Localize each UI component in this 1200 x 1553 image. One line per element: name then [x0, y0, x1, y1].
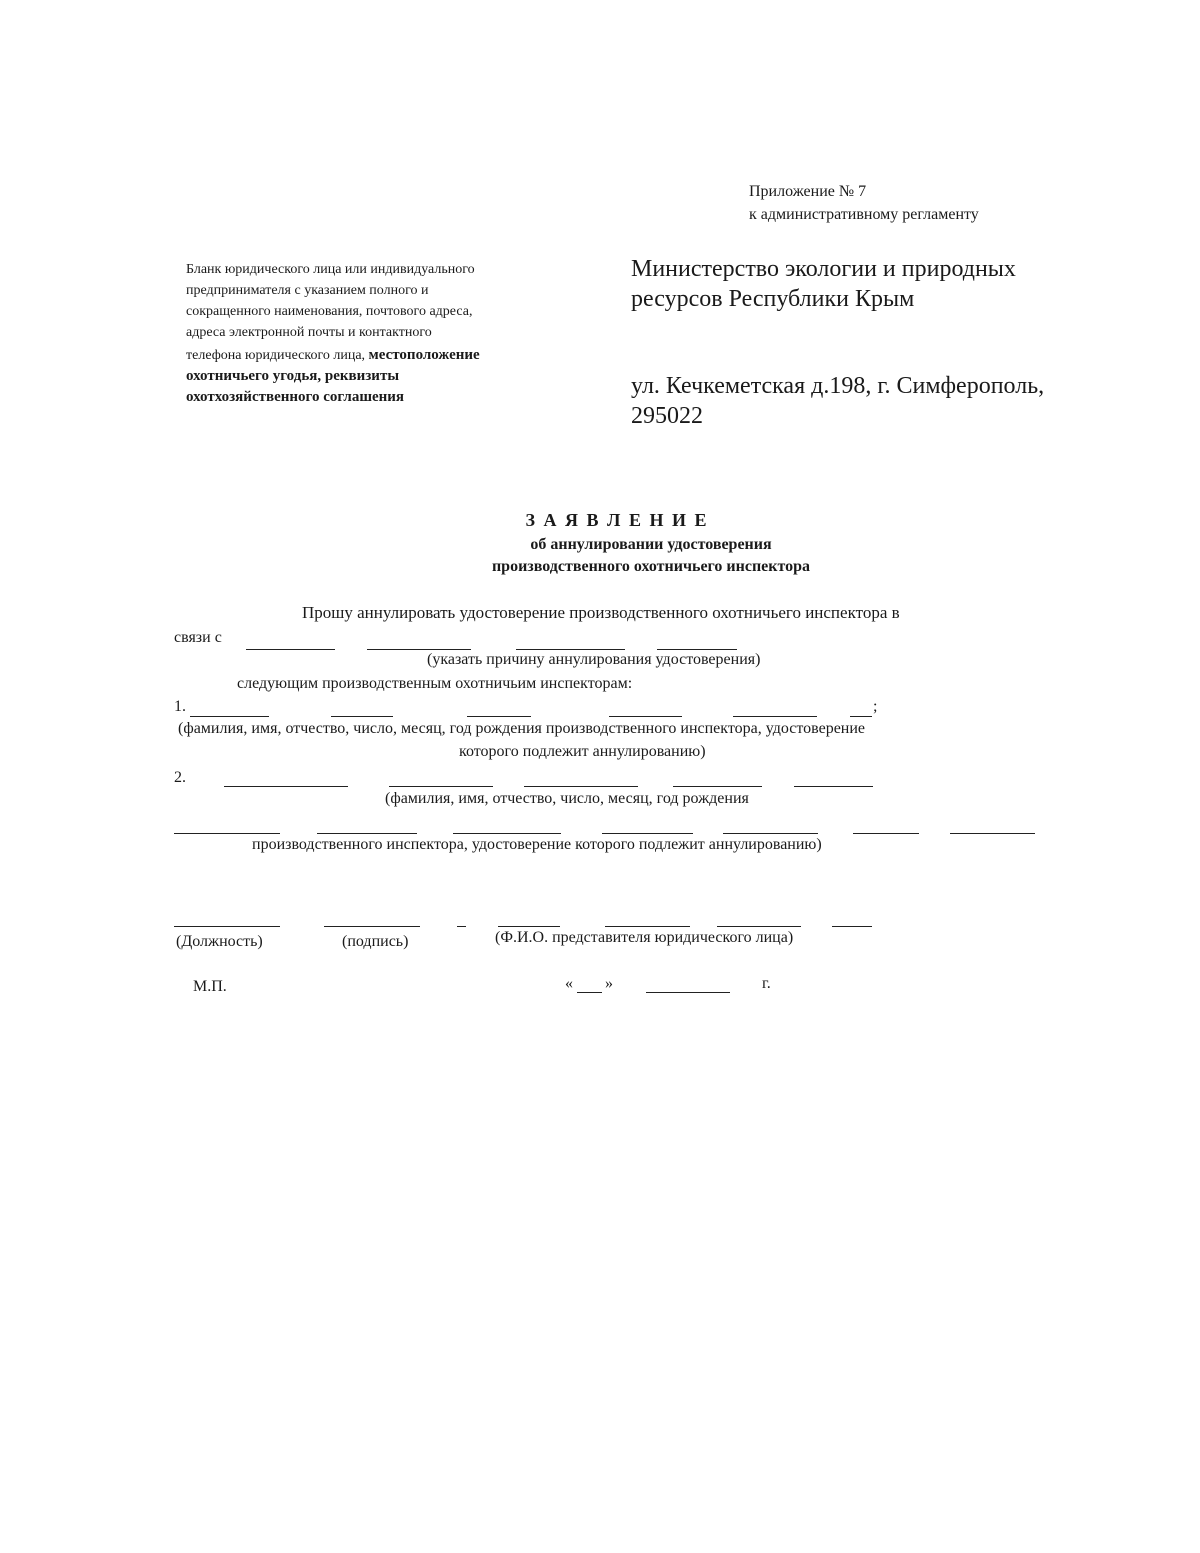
blank-note-line [186, 345, 480, 366]
blank-note-line: предпринимателя с указанием полного и [186, 283, 429, 298]
addressee [631, 254, 1016, 314]
item-2-blank-line[interactable] [174, 833, 280, 834]
item-1-hint-line-2: которого подлежит аннулированию) [459, 743, 706, 760]
request-text-line-1: Прошу аннулировать удостоверение производственного охотничьего инспектора в [302, 603, 900, 622]
document-title: З А Я В Л Е Н И Е [525, 510, 709, 530]
inspectors-intro: следующим производственным охотничьим инспекторам: [237, 675, 633, 692]
item-1-number: 1. [174, 698, 186, 715]
year-suffix: г. [762, 975, 771, 992]
appendix-line-1: Приложение № 7 [749, 183, 867, 200]
item-1-hint-line-1: (фамилия, имя, отчество, число, месяц, год рождения производственного инспектора, удостоверение [178, 720, 866, 737]
fio-blank-line[interactable] [832, 926, 872, 927]
blank-note-line: адреса электронной почты и контактного [186, 325, 432, 340]
item-2-blank-line[interactable] [224, 786, 348, 787]
blank-note-bold: местоположение [368, 347, 480, 363]
blank-note [186, 259, 480, 408]
blank-note-line: сокращенного наименования, почтового адреса, [186, 304, 473, 319]
item-2-number: 2. [174, 769, 186, 786]
stamp-label: М.П. [193, 978, 227, 995]
fio-label: (Ф.И.О. представителя юридического лица) [495, 929, 794, 946]
item-2-blank-line[interactable] [389, 786, 493, 787]
item-1-blank-line[interactable] [467, 716, 531, 717]
item-1-blank-line[interactable] [850, 716, 872, 717]
position-label: (Должность) [176, 933, 263, 950]
item-1-semicolon: ; [873, 698, 878, 715]
reason-blank-line[interactable] [657, 649, 737, 650]
reason-hint: (указать причину аннулирования удостоверения) [427, 651, 761, 668]
fio-blank-line[interactable] [457, 926, 466, 927]
item-2-blank-line[interactable] [317, 833, 417, 834]
date-day-blank[interactable] [577, 992, 602, 993]
reason-blank-line[interactable] [367, 649, 471, 650]
addressee-address [631, 371, 1044, 431]
document-subtitle-1: об аннулировании удостоверения [530, 536, 772, 553]
addressee-name-line: ресурсов Республики Крым [631, 286, 915, 312]
item-2-blank-line[interactable] [723, 833, 818, 834]
item-2-hint-line-1: (фамилия, имя, отчество, число, месяц, год рождения [385, 790, 749, 807]
item-1-blank-line[interactable] [331, 716, 393, 717]
addressee-address-line: 295022 [631, 403, 703, 429]
signature-label: (подпись) [342, 933, 409, 950]
item-2-hint-line-2: производственного инспектора, удостоверение которого подлежит аннулированию) [252, 836, 822, 853]
request-text-line-2: связи с [174, 629, 222, 646]
item-2-blank-line[interactable] [853, 833, 919, 834]
reason-blank-line[interactable] [516, 649, 625, 650]
fio-blank-line[interactable] [605, 926, 690, 927]
signature-blank-line[interactable] [324, 926, 420, 927]
date-close-quote: » [605, 975, 613, 992]
document-subtitle-2: производственного охотничьего инспектора [491, 558, 811, 575]
date-month-blank[interactable] [646, 992, 730, 993]
blank-note-plain: телефона юридического лица, [186, 348, 369, 363]
blank-note-line: Бланк юридического лица или индивидуального [186, 262, 475, 277]
reason-blank-line[interactable] [246, 649, 335, 650]
date-open-quote: « [565, 975, 573, 992]
item-1-blank-line[interactable] [609, 716, 682, 717]
item-2-blank-line[interactable] [524, 786, 638, 787]
item-2-blank-line[interactable] [794, 786, 873, 787]
blank-note-line-bold: охотхозяйственного соглашения [186, 389, 405, 405]
item-2-blank-line[interactable] [950, 833, 1035, 834]
appendix-line-2: к административному регламенту [749, 206, 979, 223]
fio-blank-line[interactable] [498, 926, 560, 927]
item-2-blank-line[interactable] [673, 786, 762, 787]
item-2-blank-line[interactable] [602, 833, 693, 834]
blank-note-line-bold: охотничьего угодья, реквизиты [186, 368, 400, 384]
position-blank-line[interactable] [174, 926, 280, 927]
addressee-name-line: Министерство экологии и природных [631, 256, 1016, 282]
fio-blank-line[interactable] [717, 926, 801, 927]
item-2-blank-line[interactable] [453, 833, 561, 834]
item-1-blank-line[interactable] [733, 716, 817, 717]
addressee-address-line: ул. Кечкеметская д.198, г. Симферополь, [631, 373, 1045, 399]
item-1-blank-line[interactable] [190, 716, 269, 717]
